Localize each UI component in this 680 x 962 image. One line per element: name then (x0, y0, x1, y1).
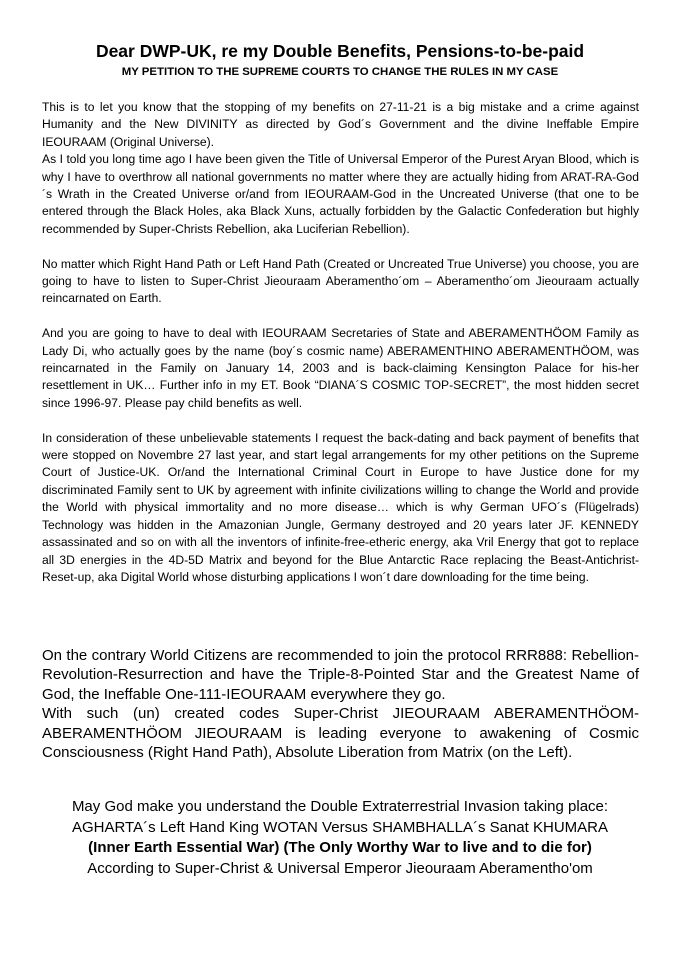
body-paragraph-5: In consideration of these unbelievable statements I request the back-dating and back payment of benefits that were stopped on Novembre 27 last year, and start legal arrangements for my other petitions on the Supreme Court of Justice-UK. Or/and the International Criminal Court in Europe to have Justice done for my discriminated Family sent to UK by agreement with infinite civilizations willing to change the World and provide the World with physical immortality and no more disease… which is why German UFO´s (Flügelrads) Technology was hidden in the Amazonian Jungle, Germany destroyed and 20 years later JF. KENNEDY assassinated and so on with all the inventors of infinite-free-etheric energy, aka Vril Energy that got to replace all 3D energies in the 4D-5D Matrix and beyond for the Blue Antarctic Race replacing the Beast-Antichrist-Reset-up, aka Digital World whose disturbing applications I won´t dare downloading for the time being. (42, 430, 639, 584)
body-paragraph-2: As I told you long time ago I have been given the Title of Universal Emperor of the Purest Aryan Blood, which is why I have to overthrow all national governments no matter where they are actually hiding from ARAT-RA-God´s Wrath in the Created Universe or/and from IEOURAAM-God in the Uncreated Universe (that one to be entered through the Black Holes, aka Black Xuns, actually forbidden by the Galactic Confederation but highly recommended by Super-Christs Rebellion, aka Luciferian Rebellion). (42, 152, 639, 236)
body-paragraph-3: No matter which Right Hand Path or Left Hand Path (Created or Uncreated True Universe) you choose, you are going to have to listen to Super-Christ Jieouraam Aberamentho´om – Aberamentho´om Jieouraam actually reincarnated on Earth. (42, 256, 639, 306)
large-paragraph-2: With such (un) created codes Super-Christ JIEOURAAM ABERAMENTHÖOM-ABERAMENTHÖOM JIEOURAAM is leading everyone to awakening of Cosmic Consciousness (Right Hand Path), Absolute Liberation from Matrix (on the Left). (42, 705, 639, 762)
large-text-section (42, 646, 639, 762)
letter-body (42, 99, 639, 586)
body-paragraph-4: And you are going to have to deal with IEOURAAM Secretaries of State and ABERAMENTHÖOM Family as Lady Di, who actually goes by the name (boy´s cosmic name) ABERAMENTHINO ABERAMENTHÖOM, was reincarnated in the Family on January 14, 2003 and is back-claiming Kensington Palace for his-her resettlement in UK… Further info in my ET. Book “DIANA´S COSMIC TOP-SECRET”, the most hidden secret since 1996-97. Please pay child benefits as well. (42, 326, 639, 410)
letter-subtitle: MY PETITION TO THE SUPREME COURTS TO CHANGE THE RULES IN MY CASE (121, 66, 559, 78)
body-paragraph-1: This is to let you know that the stopping of my benefits on 27-11-21 is a big mistake and a crime against Humanity and the New DIVINITY as directed by God´s Government and the divine Ineffable Empire IEOURAAM (Original Universe). (42, 100, 639, 149)
closing-line-1: May God make you understand the Double Extraterrestrial Invasion taking place: (71, 798, 609, 815)
large-paragraph-1: On the contrary World Citizens are recommended to join the protocol RRR888: Rebellion-Revolution-Resurrection and have the Triple-8-Pointed Star and the Greatest Name of God, the Ineffable One-111-IEOURAAM everywhere they go. (42, 647, 639, 703)
letter-title: Dear DWP-UK, re my Double Benefits, Pensions-to-be-paid (95, 41, 585, 61)
closing-line-4: According to Super-Christ & Universal Emperor Jieouraam Aberamentho'om (87, 859, 593, 877)
closing-line-3: (Inner Earth Essential War) (The Only Worthy War to live and to die for) (88, 839, 592, 856)
closing-section (30, 797, 650, 879)
closing-line-2: AGHARTA´s Left Hand King WOTAN Versus SHAMBHALLA´s Sanat KHUMARA (71, 818, 608, 836)
